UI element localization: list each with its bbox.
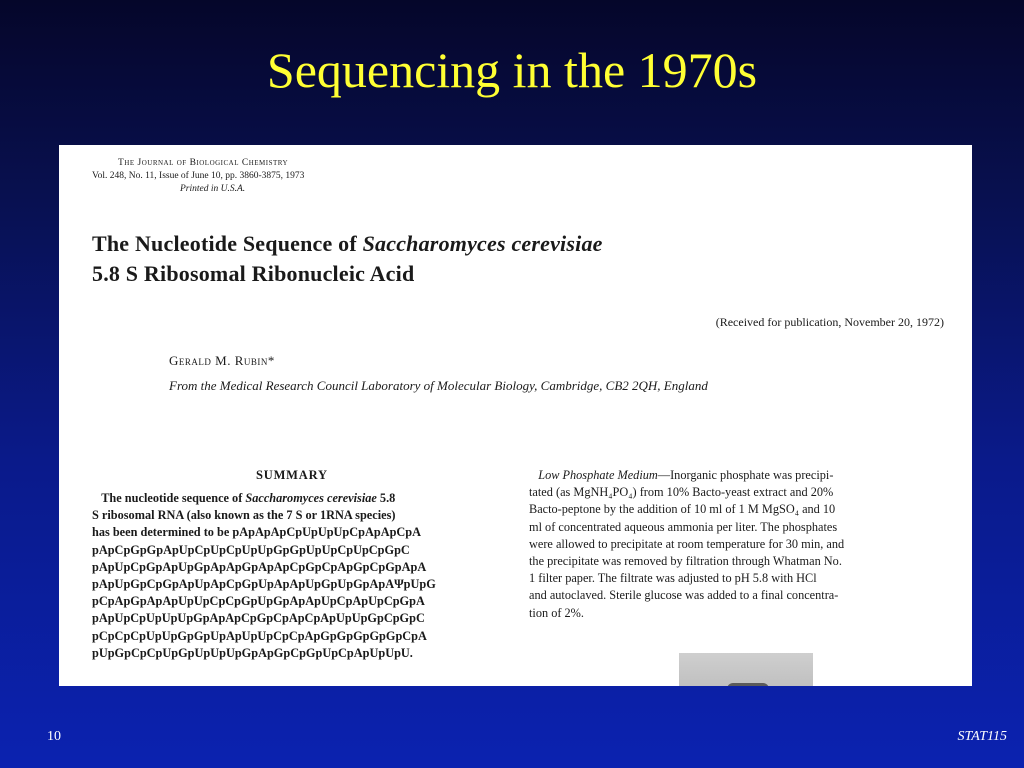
methods-line: tated (as MgNH₄PO₄) from 10% Bacto-yeast extract and 20% [529,485,834,500]
received-date: (Received for publication, November 20, 1972) [715,315,944,329]
methods-line: were allowed to precipitate at room temperature for 30 min, and [529,536,845,551]
sequence-line: pCpCpCpUpUpGpGpUpApUpUpCpCpApGpGpGpGpGpCpA [92,628,427,643]
journal-printed: Printed in U.S.A. [180,184,246,194]
paper-title [92,229,603,289]
author-affiliation: From the Medical Research Council Laboratory of Molecular Biology, Cambridge, CB2 2QH, England [169,378,708,393]
sequence-line: pUpGpCpCpUpGpUpUpUpGpApGpCpGpUpCpApUpUpU. [92,645,413,660]
slide-number: 10 [47,729,61,744]
methods-heading: Low Phosphate Medium [538,468,658,482]
methods-line: the precipitate was removed by filtration through Whatman No. [529,554,842,569]
slide-title: Sequencing in the 1970s [266,42,758,98]
methods-line1-post: —Inorganic phosphate was precipi- [657,468,834,482]
methods-line: and autoclaved. Sterile glucose was added to a final concentra- [529,588,839,603]
summary-heading: SUMMARY [256,468,328,482]
paper-scan [59,145,972,686]
paper-title-line2: 5.8 S Ribosomal Ribonucleic Acid [92,261,415,286]
methods-line: Bacto-peptone by the addition of 10 ml of 1 M MgSO₄ and 10 [529,502,836,517]
paper-title-roman: The Nucleotide Sequence of [92,231,363,256]
methods-text [529,467,947,622]
sequence-line: pApUpGpCpGpApUpApCpGpUpApApUpGpUpGpApAΨpUpG [92,577,436,592]
summary-line1-pre: The nucleotide sequence of [101,491,246,505]
summary-line: has been determined to be pApApApCpUpUpUpCpApApCpA [92,525,422,540]
sequence-line: pCpApGpApApUpUpCpCpGpUpGpApApUpCpApUpCpGpA [92,594,425,609]
footer-label: STAT115 [957,729,1007,744]
methods-line: tion of 2%. [529,605,584,620]
paper-title-line1 [92,231,603,256]
gel-figure-image [679,653,813,686]
summary-text [92,490,512,662]
summary-species: Saccharomyces cerevisiae [245,491,377,505]
methods-line: ml of concentrated aqueous ammonia per liter. The phosphates [529,519,838,534]
summary-line: S ribosomal RNA (also known as the 7 S or 1RNA species) [92,508,396,523]
journal-issue: Vol. 248, No. 11, Issue of June 10, pp. 3860-3875, 1973 [92,171,305,181]
methods-line [529,467,947,484]
gel-band [727,683,769,686]
sequence-line: pApUpCpGpApUpGpApApGpApApCpGpCpApGpCpGpApA [92,559,427,574]
journal-name: The Journal of Biological Chemistry [118,158,289,168]
sequence-line: pApUpCpUpUpUpGpApApCpGpCpApCpApUpUpGpCpGpC [92,611,425,626]
author-name: Gerald M. Rubin* [169,353,275,368]
summary-line1-post: 5.8 [376,491,396,505]
journal-header [92,157,304,196]
summary-line [92,490,512,507]
sequence-line: pApCpGpGpApUpCpUpCpUpUpGpGpUpUpCpUpCpGpC [92,542,410,557]
methods-line: 1 filter paper. The filtrate was adjusted to pH 5.8 with HCl [529,571,817,586]
paper-title-species: Saccharomyces cerevisiae [362,231,603,256]
